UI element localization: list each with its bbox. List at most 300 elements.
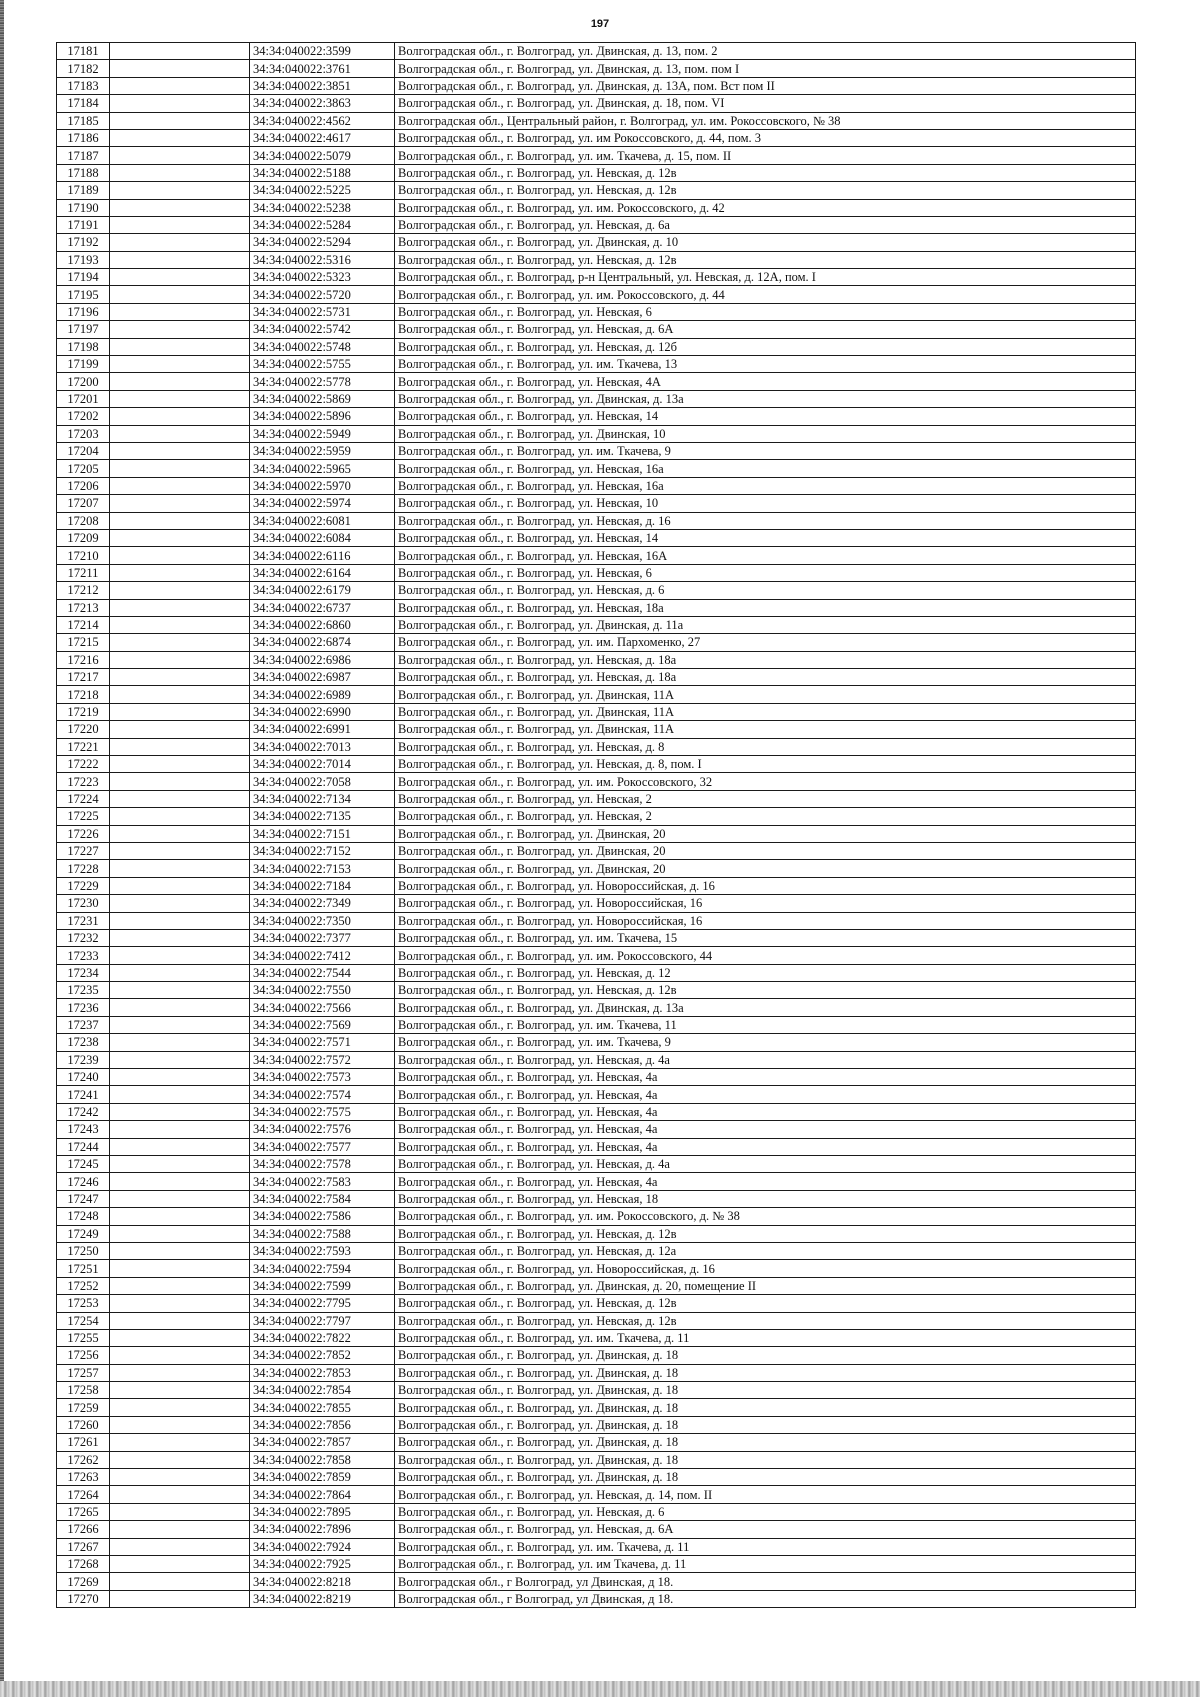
cadastral-number-cell: 34:34:040022:7058	[250, 773, 395, 790]
cadastral-number-cell: 34:34:040022:6737	[250, 599, 395, 616]
table-row	[57, 1138, 1136, 1155]
address-cell: Волгоградская обл., г. Волгоград, ул. Невская, д. 12в	[395, 164, 1136, 181]
address-cell: Волгоградская обл., г. Волгоград, ул. Двинская, д. 18	[395, 1469, 1136, 1486]
address-cell: Волгоградская обл., г. Волгоград, ул. им. Пархоменко, 27	[395, 634, 1136, 651]
cadastral-number-cell: 34:34:040022:5284	[250, 216, 395, 233]
row-number-cell: 17189	[57, 182, 110, 199]
row-number-cell: 17257	[57, 1364, 110, 1381]
empty-cell	[110, 1242, 250, 1259]
address-cell: Волгоградская обл., г. Волгоград, ул. им. Рокоссовского, 44	[395, 947, 1136, 964]
row-number-cell: 17227	[57, 842, 110, 859]
empty-cell	[110, 790, 250, 807]
table-row	[57, 1277, 1136, 1294]
address-cell: Волгоградская обл., г. Волгоград, ул. Двинская, д. 13а	[395, 999, 1136, 1016]
empty-cell	[110, 721, 250, 738]
cadastral-number-cell: 34:34:040022:6874	[250, 634, 395, 651]
cadastral-number-cell: 34:34:040022:7575	[250, 1103, 395, 1120]
cadastral-number-cell: 34:34:040022:5896	[250, 408, 395, 425]
table-row	[57, 95, 1136, 112]
address-cell: Волгоградская обл., г. Волгоград, ул. им. Ткачева, д. 11	[395, 1538, 1136, 1555]
table-row	[57, 164, 1136, 181]
row-number-cell: 17228	[57, 860, 110, 877]
empty-cell	[110, 529, 250, 546]
cadastral-number-cell: 34:34:040022:5294	[250, 234, 395, 251]
address-cell: Волгоградская обл., г. Волгоград, ул. Невская, д. 14, пом. II	[395, 1486, 1136, 1503]
cadastral-number-cell: 34:34:040022:7857	[250, 1434, 395, 1451]
row-number-cell: 17261	[57, 1434, 110, 1451]
table-row	[57, 1521, 1136, 1538]
row-number-cell: 17244	[57, 1138, 110, 1155]
empty-cell	[110, 390, 250, 407]
empty-cell	[110, 947, 250, 964]
empty-cell	[110, 1069, 250, 1086]
table-row	[57, 634, 1136, 651]
table-row	[57, 1069, 1136, 1086]
address-cell: Волгоградская обл., г. Волгоград, ул. Невская, д. 18а	[395, 669, 1136, 686]
address-cell: Волгоградская обл., г. Волгоград, ул. им. Ткачева, д. 15, пом. II	[395, 147, 1136, 164]
row-number-cell: 17269	[57, 1573, 110, 1590]
empty-cell	[110, 251, 250, 268]
table-row	[57, 912, 1136, 929]
row-number-cell: 17212	[57, 582, 110, 599]
row-number-cell: 17199	[57, 356, 110, 373]
empty-cell	[110, 182, 250, 199]
empty-cell	[110, 1225, 250, 1242]
address-cell: Волгоградская обл., г. Волгоград, ул. Двинская, 20	[395, 825, 1136, 842]
table-row	[57, 616, 1136, 633]
table-row	[57, 738, 1136, 755]
table-row	[57, 1416, 1136, 1433]
cadastral-number-cell: 34:34:040022:6084	[250, 529, 395, 546]
empty-cell	[110, 616, 250, 633]
empty-cell	[110, 1399, 250, 1416]
table-row	[57, 1016, 1136, 1033]
table-row	[57, 77, 1136, 94]
cadastral-number-cell: 34:34:040022:7134	[250, 790, 395, 807]
address-cell: Волгоградская обл., г. Волгоград, ул. Невская, 4а	[395, 1069, 1136, 1086]
row-number-cell: 17208	[57, 512, 110, 529]
address-cell: Волгоградская обл., г Волгоград, ул Двинская, д 18.	[395, 1590, 1136, 1607]
row-number-cell: 17191	[57, 216, 110, 233]
address-cell: Волгоградская обл., г. Волгоград, ул. им Ткачева, д. 11	[395, 1555, 1136, 1572]
address-cell: Волгоградская обл., г. Волгоград, ул. Невская, д. 12в	[395, 1312, 1136, 1329]
address-cell: Волгоградская обл., г. Волгоград, ул. Невская, 16а	[395, 460, 1136, 477]
empty-cell	[110, 1277, 250, 1294]
register-table-wrapper	[56, 42, 1136, 1608]
empty-cell	[110, 1434, 250, 1451]
table-row	[57, 338, 1136, 355]
address-cell: Волгоградская обл., г. Волгоград, ул. Невская, 4а	[395, 1086, 1136, 1103]
row-number-cell: 17201	[57, 390, 110, 407]
address-cell: Волгоградская обл., г. Волгоград, ул. им. Рокоссовского, д. 42	[395, 199, 1136, 216]
empty-cell	[110, 825, 250, 842]
cadastral-number-cell: 34:34:040022:5225	[250, 182, 395, 199]
empty-cell	[110, 982, 250, 999]
cadastral-number-cell: 34:34:040022:5316	[250, 251, 395, 268]
cadastral-number-cell: 34:34:040022:7586	[250, 1208, 395, 1225]
cadastral-number-cell: 34:34:040022:6164	[250, 564, 395, 581]
table-row	[57, 1486, 1136, 1503]
table-row	[57, 321, 1136, 338]
row-number-cell: 17217	[57, 669, 110, 686]
cadastral-number-cell: 34:34:040022:5755	[250, 356, 395, 373]
row-number-cell: 17183	[57, 77, 110, 94]
row-number-cell: 17231	[57, 912, 110, 929]
table-row	[57, 1051, 1136, 1068]
table-row	[57, 1434, 1136, 1451]
address-cell: Волгоградская обл., г. Волгоград, ул. Двинская, д. 18	[395, 1434, 1136, 1451]
page-number: 197	[590, 18, 610, 30]
cadastral-number-cell: 34:34:040022:7822	[250, 1329, 395, 1346]
row-number-cell: 17235	[57, 982, 110, 999]
address-cell: Волгоградская обл., г. Волгоград, ул. им Рокоссовского, д. 44, пом. 3	[395, 129, 1136, 146]
row-number-cell: 17240	[57, 1069, 110, 1086]
empty-cell	[110, 425, 250, 442]
row-number-cell: 17224	[57, 790, 110, 807]
table-row	[57, 269, 1136, 286]
empty-cell	[110, 877, 250, 894]
empty-cell	[110, 338, 250, 355]
cadastral-number-cell: 34:34:040022:3851	[250, 77, 395, 94]
empty-cell	[110, 669, 250, 686]
cadastral-number-cell: 34:34:040022:5778	[250, 373, 395, 390]
cadastral-number-cell: 34:34:040022:7924	[250, 1538, 395, 1555]
row-number-cell: 17205	[57, 460, 110, 477]
empty-cell	[110, 1173, 250, 1190]
table-row	[57, 1573, 1136, 1590]
cadastral-number-cell: 34:34:040022:8218	[250, 1573, 395, 1590]
table-row	[57, 1347, 1136, 1364]
cadastral-number-cell: 34:34:040022:5742	[250, 321, 395, 338]
cadastral-number-cell: 34:34:040022:5731	[250, 303, 395, 320]
empty-cell	[110, 77, 250, 94]
row-number-cell: 17251	[57, 1260, 110, 1277]
address-cell: Волгоградская обл., г. Волгоград, ул. Двинская, д. 18	[395, 1399, 1136, 1416]
table-row	[57, 842, 1136, 859]
cadastral-number-cell: 34:34:040022:5970	[250, 477, 395, 494]
cadastral-number-cell: 34:34:040022:7377	[250, 929, 395, 946]
row-number-cell: 17249	[57, 1225, 110, 1242]
cadastral-number-cell: 34:34:040022:5959	[250, 442, 395, 459]
address-cell: Волгоградская обл., г. Волгоград, ул. Невская, д. 18а	[395, 651, 1136, 668]
empty-cell	[110, 564, 250, 581]
address-cell: Волгоградская обл., г. Волгоград, ул. Новороссийская, 16	[395, 895, 1136, 912]
address-cell: Волгоградская обл., Центральный район, г. Волгоград, ул. им. Рокоссовского, № 38	[395, 112, 1136, 129]
empty-cell	[110, 599, 250, 616]
address-cell: Волгоградская обл., г. Волгоград, ул. Невская, д. 12в	[395, 251, 1136, 268]
empty-cell	[110, 321, 250, 338]
address-cell: Волгоградская обл., г. Волгоград, ул. Невская, 16А	[395, 547, 1136, 564]
table-row	[57, 182, 1136, 199]
empty-cell	[110, 1451, 250, 1468]
table-row	[57, 43, 1136, 60]
table-row	[57, 669, 1136, 686]
empty-cell	[110, 860, 250, 877]
address-cell: Волгоградская обл., г. Волгоград, ул. Невская, д. 12в	[395, 1225, 1136, 1242]
row-number-cell: 17238	[57, 1034, 110, 1051]
address-cell: Волгоградская обл., г. Волгоград, ул. Невская, 14	[395, 408, 1136, 425]
cadastral-number-cell: 34:34:040022:7576	[250, 1121, 395, 1138]
address-cell: Волгоградская обл., г. Волгоград, ул. Невская, 4а	[395, 1173, 1136, 1190]
table-row	[57, 582, 1136, 599]
table-row	[57, 112, 1136, 129]
cadastral-number-cell: 34:34:040022:4617	[250, 129, 395, 146]
table-row	[57, 303, 1136, 320]
row-number-cell: 17196	[57, 303, 110, 320]
table-row	[57, 790, 1136, 807]
empty-cell	[110, 147, 250, 164]
table-row	[57, 251, 1136, 268]
table-row	[57, 286, 1136, 303]
row-number-cell: 17186	[57, 129, 110, 146]
table-row	[57, 721, 1136, 738]
table-row	[57, 756, 1136, 773]
table-row	[57, 773, 1136, 790]
row-number-cell: 17206	[57, 477, 110, 494]
address-cell: Волгоградская обл., г. Волгоград, ул. Невская, 6	[395, 564, 1136, 581]
row-number-cell: 17237	[57, 1016, 110, 1033]
empty-cell	[110, 686, 250, 703]
row-number-cell: 17204	[57, 442, 110, 459]
row-number-cell: 17267	[57, 1538, 110, 1555]
empty-cell	[110, 442, 250, 459]
table-row	[57, 1399, 1136, 1416]
row-number-cell: 17253	[57, 1295, 110, 1312]
row-number-cell: 17223	[57, 773, 110, 790]
row-number-cell: 17210	[57, 547, 110, 564]
table-row	[57, 651, 1136, 668]
row-number-cell: 17220	[57, 721, 110, 738]
row-number-cell: 17192	[57, 234, 110, 251]
empty-cell	[110, 1016, 250, 1033]
address-cell: Волгоградская обл., г. Волгоград, ул. Невская, д. 6а	[395, 216, 1136, 233]
row-number-cell: 17195	[57, 286, 110, 303]
empty-cell	[110, 1503, 250, 1520]
table-row	[57, 1295, 1136, 1312]
row-number-cell: 17254	[57, 1312, 110, 1329]
address-cell: Волгоградская обл., г. Волгоград, ул. Двинская, д. 13а	[395, 390, 1136, 407]
address-cell: Волгоградская обл., г. Волгоград, ул. Невская, д. 12б	[395, 338, 1136, 355]
table-row	[57, 356, 1136, 373]
cadastral-number-cell: 34:34:040022:7572	[250, 1051, 395, 1068]
cadastral-number-cell: 34:34:040022:6987	[250, 669, 395, 686]
address-cell: Волгоградская обл., г. Волгоград, ул. им. Рокоссовского, д. 44	[395, 286, 1136, 303]
row-number-cell: 17215	[57, 634, 110, 651]
address-cell: Волгоградская обл., г. Волгоград, ул. Невская, д. 12в	[395, 182, 1136, 199]
table-row	[57, 1555, 1136, 1572]
table-row	[57, 1364, 1136, 1381]
table-row	[57, 929, 1136, 946]
empty-cell	[110, 1382, 250, 1399]
address-cell: Волгоградская обл., г. Волгоград, р-н Центральный, ул. Невская, д. 12А, пом. I	[395, 269, 1136, 286]
empty-cell	[110, 895, 250, 912]
cadastral-number-cell: 34:34:040022:5323	[250, 269, 395, 286]
empty-cell	[110, 1416, 250, 1433]
table-row	[57, 442, 1136, 459]
row-number-cell: 17243	[57, 1121, 110, 1138]
address-cell: Волгоградская обл., г. Волгоград, ул. Двинская, д. 13, пом. 2	[395, 43, 1136, 60]
table-row	[57, 373, 1136, 390]
table-row	[57, 129, 1136, 146]
empty-cell	[110, 1034, 250, 1051]
cadastral-number-cell: 34:34:040022:7583	[250, 1173, 395, 1190]
address-cell: Волгоградская обл., г. Волгоград, ул. Невская, д. 12в	[395, 982, 1136, 999]
empty-cell	[110, 773, 250, 790]
cadastral-number-cell: 34:34:040022:7151	[250, 825, 395, 842]
table-row	[57, 1121, 1136, 1138]
row-number-cell: 17263	[57, 1469, 110, 1486]
address-cell: Волгоградская обл., г. Волгоград, ул. Двинская, д. 18, пом. VI	[395, 95, 1136, 112]
table-row	[57, 825, 1136, 842]
row-number-cell: 17198	[57, 338, 110, 355]
address-cell: Волгоградская обл., г. Волгоград, ул. им. Ткачева, 11	[395, 1016, 1136, 1033]
cadastral-number-cell: 34:34:040022:7152	[250, 842, 395, 859]
empty-cell	[110, 1538, 250, 1555]
cadastral-number-cell: 34:34:040022:7153	[250, 860, 395, 877]
address-cell: Волгоградская обл., г. Волгоград, ул. им. Рокоссовского, д. № 38	[395, 1208, 1136, 1225]
cadastral-number-cell: 34:34:040022:4562	[250, 112, 395, 129]
table-row	[57, 1451, 1136, 1468]
row-number-cell: 17226	[57, 825, 110, 842]
address-cell: Волгоградская обл., г. Волгоград, ул. Двинская, 10	[395, 425, 1136, 442]
address-cell: Волгоградская обл., г. Волгоград, ул. Невская, 2	[395, 808, 1136, 825]
table-row	[57, 1260, 1136, 1277]
address-cell: Волгоградская обл., г. Волгоград, ул. Новороссийская, 16	[395, 912, 1136, 929]
row-number-cell: 17241	[57, 1086, 110, 1103]
address-cell: Волгоградская обл., г. Волгоград, ул. Двинская, д. 10	[395, 234, 1136, 251]
row-number-cell: 17193	[57, 251, 110, 268]
table-row	[57, 529, 1136, 546]
cadastral-number-cell: 34:34:040022:7593	[250, 1242, 395, 1259]
cadastral-number-cell: 34:34:040022:7864	[250, 1486, 395, 1503]
cadastral-number-cell: 34:34:040022:6081	[250, 512, 395, 529]
cadastral-number-cell: 34:34:040022:7013	[250, 738, 395, 755]
row-number-cell: 17258	[57, 1382, 110, 1399]
empty-cell	[110, 286, 250, 303]
table-row	[57, 1173, 1136, 1190]
table-row	[57, 1469, 1136, 1486]
empty-cell	[110, 1260, 250, 1277]
empty-cell	[110, 1086, 250, 1103]
empty-cell	[110, 303, 250, 320]
cadastral-number-cell: 34:34:040022:7578	[250, 1156, 395, 1173]
table-row	[57, 1225, 1136, 1242]
empty-cell	[110, 582, 250, 599]
cadastral-number-cell: 34:34:040022:7852	[250, 1347, 395, 1364]
address-cell: Волгоградская обл., г. Волгоград, ул. Невская, д. 8	[395, 738, 1136, 755]
row-number-cell: 17221	[57, 738, 110, 755]
empty-cell	[110, 808, 250, 825]
empty-cell	[110, 164, 250, 181]
row-number-cell: 17247	[57, 1190, 110, 1207]
empty-cell	[110, 912, 250, 929]
row-number-cell: 17213	[57, 599, 110, 616]
address-cell: Волгоградская обл., г. Волгоград, ул. Двинская, 11А	[395, 703, 1136, 720]
cadastral-number-cell: 34:34:040022:7544	[250, 964, 395, 981]
row-number-cell: 17188	[57, 164, 110, 181]
address-cell: Волгоградская обл., г. Волгоград, ул. Новороссийская, д. 16	[395, 877, 1136, 894]
row-number-cell: 17187	[57, 147, 110, 164]
address-cell: Волгоградская обл., г. Волгоград, ул. им. Ткачева, д. 11	[395, 1329, 1136, 1346]
table-row	[57, 147, 1136, 164]
empty-cell	[110, 842, 250, 859]
row-number-cell: 17211	[57, 564, 110, 581]
row-number-cell: 17203	[57, 425, 110, 442]
row-number-cell: 17236	[57, 999, 110, 1016]
row-number-cell: 17194	[57, 269, 110, 286]
cadastral-number-cell: 34:34:040022:7855	[250, 1399, 395, 1416]
empty-cell	[110, 1121, 250, 1138]
address-cell: Волгоградская обл., г. Волгоград, ул. Двинская, 11А	[395, 686, 1136, 703]
empty-cell	[110, 1573, 250, 1590]
cadastral-number-cell: 34:34:040022:7412	[250, 947, 395, 964]
cadastral-number-cell: 34:34:040022:7014	[250, 756, 395, 773]
cadastral-number-cell: 34:34:040022:7584	[250, 1190, 395, 1207]
address-cell: Волгоградская обл., г. Волгоград, ул. Двинская, д. 13А, пом. Вст пом II	[395, 77, 1136, 94]
table-row	[57, 1538, 1136, 1555]
address-cell: Волгоградская обл., г. Волгоград, ул. Невская, 10	[395, 495, 1136, 512]
cadastral-number-cell: 34:34:040022:7569	[250, 1016, 395, 1033]
empty-cell	[110, 1190, 250, 1207]
address-cell: Волгоградская обл., г. Волгоград, ул. Невская, д. 4а	[395, 1156, 1136, 1173]
cadastral-number-cell: 34:34:040022:7571	[250, 1034, 395, 1051]
row-number-cell: 17233	[57, 947, 110, 964]
address-cell: Волгоградская обл., г. Волгоград, ул. Двинская, 20	[395, 842, 1136, 859]
empty-cell	[110, 1156, 250, 1173]
empty-cell	[110, 1555, 250, 1572]
cadastral-number-cell: 34:34:040022:7577	[250, 1138, 395, 1155]
row-number-cell: 17250	[57, 1242, 110, 1259]
empty-cell	[110, 495, 250, 512]
address-cell: Волгоградская обл., г. Волгоград, ул. Невская, д. 16	[395, 512, 1136, 529]
address-cell: Волгоградская обл., г. Волгоград, ул. Невская, д. 6А	[395, 1521, 1136, 1538]
empty-cell	[110, 373, 250, 390]
address-cell: Волгоградская обл., г. Волгоград, ул. Невская, 18а	[395, 599, 1136, 616]
cadastral-number-cell: 34:34:040022:6860	[250, 616, 395, 633]
row-number-cell: 17202	[57, 408, 110, 425]
cadastral-number-cell: 34:34:040022:5188	[250, 164, 395, 181]
table-row	[57, 1086, 1136, 1103]
cadastral-number-cell: 34:34:040022:7573	[250, 1069, 395, 1086]
empty-cell	[110, 356, 250, 373]
empty-cell	[110, 964, 250, 981]
row-number-cell: 17260	[57, 1416, 110, 1433]
empty-cell	[110, 651, 250, 668]
empty-cell	[110, 1138, 250, 1155]
table-row	[57, 408, 1136, 425]
cadastral-number-cell: 34:34:040022:5965	[250, 460, 395, 477]
empty-cell	[110, 756, 250, 773]
empty-cell	[110, 60, 250, 77]
table-row	[57, 947, 1136, 964]
row-number-cell: 17190	[57, 199, 110, 216]
cadastral-number-cell: 34:34:040022:7896	[250, 1521, 395, 1538]
empty-cell	[110, 1364, 250, 1381]
address-cell: Волгоградская обл., г. Волгоград, ул. Двинская, д. 18	[395, 1364, 1136, 1381]
address-cell: Волгоградская обл., г. Волгоград, ул. Невская, 4а	[395, 1103, 1136, 1120]
cadastral-number-cell: 34:34:040022:7856	[250, 1416, 395, 1433]
address-cell: Волгоградская обл., г. Волгоград, ул. им. Ткачева, 9	[395, 1034, 1136, 1051]
address-cell: Волгоградская обл., г. Волгоград, ул. Двинская, д. 18	[395, 1451, 1136, 1468]
cadastral-number-cell: 34:34:040022:3863	[250, 95, 395, 112]
row-number-cell: 17219	[57, 703, 110, 720]
table-row	[57, 216, 1136, 233]
address-cell: Волгоградская обл., г. Волгоград, ул. Невская, 16а	[395, 477, 1136, 494]
table-row	[57, 1190, 1136, 1207]
row-number-cell: 17232	[57, 929, 110, 946]
cadastral-number-cell: 34:34:040022:6991	[250, 721, 395, 738]
row-number-cell: 17262	[57, 1451, 110, 1468]
